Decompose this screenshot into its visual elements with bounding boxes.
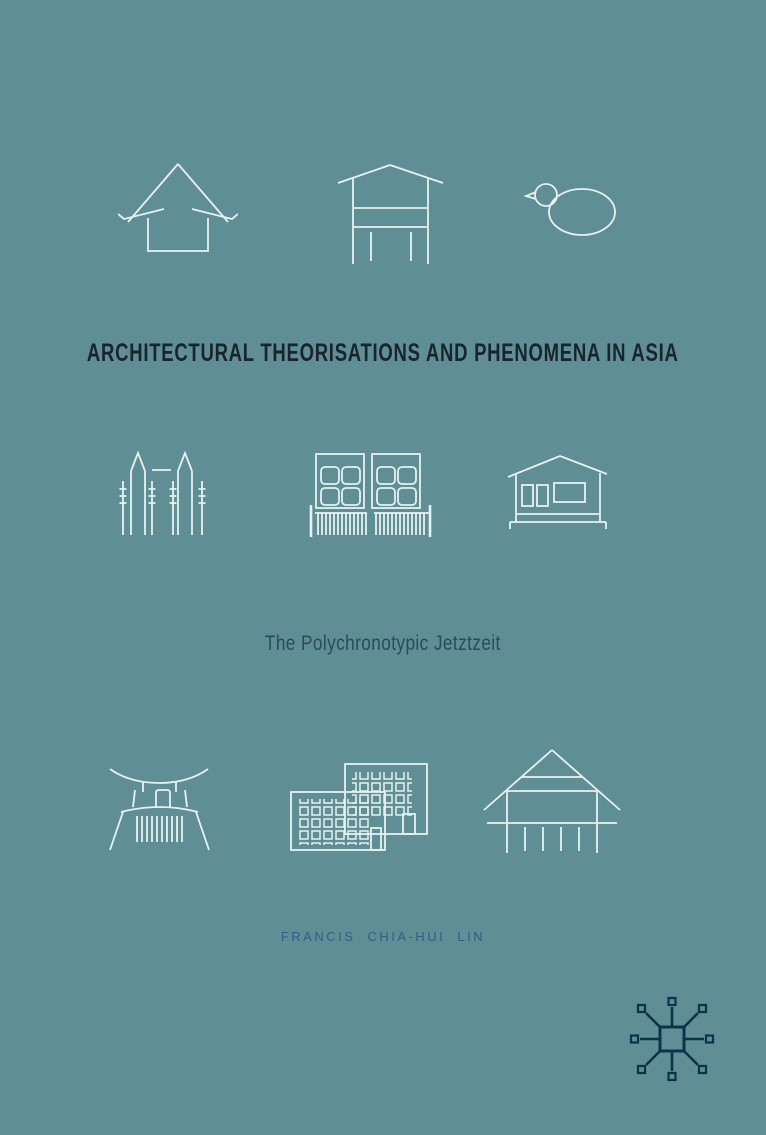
author-text: FRANCIS CHIA-HUI LIN: [280, 928, 486, 944]
radiating-square-logo-icon: [622, 990, 722, 1095]
yurt-plan-icon: [524, 178, 619, 240]
page-title: [0, 336, 766, 370]
title-text: ARCHITECTURAL THEORISATIONS AND PHENOMENA IN ASIA: [87, 338, 679, 367]
lattice-panels-fence-icon: [308, 450, 433, 540]
subtitle-text: The Polychronotypic Jetztzeit: [265, 632, 501, 655]
subtitle: [0, 629, 766, 659]
low-gable-house-icon: [505, 452, 610, 532]
author-name: [0, 924, 766, 948]
stilt-pavilion-icon: [333, 160, 448, 267]
apartment-blocks-icon: [287, 758, 432, 853]
curved-roof-pavilion-icon: [107, 750, 212, 855]
large-stilt-house-icon: [477, 745, 627, 860]
pitched-roof-house-icon: [118, 158, 238, 258]
gate-towers-icon: [110, 444, 210, 539]
